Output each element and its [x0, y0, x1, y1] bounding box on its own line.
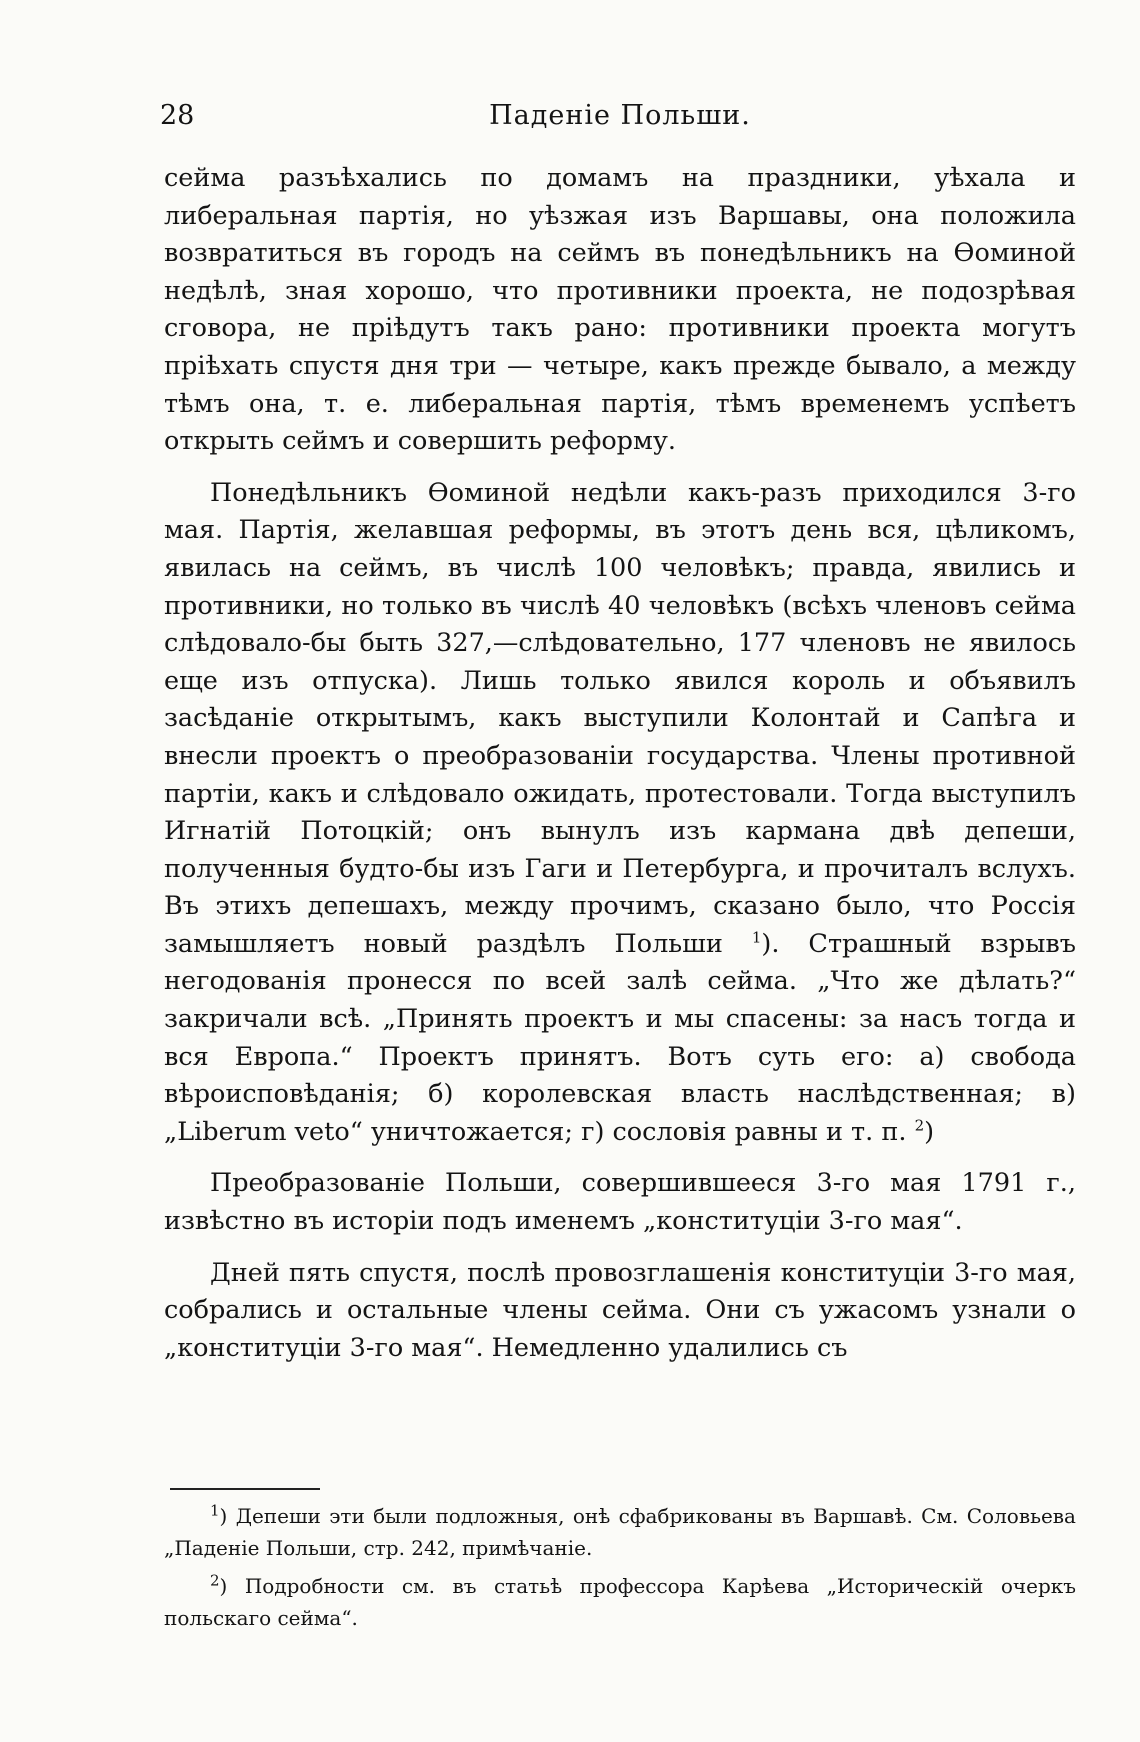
paragraph-2-text-a: Понедѣльникъ Ѳоминой недѣли какъ-разъ приходился 3-го мая. Партія, желавшая реформы, въ этотъ день вся, цѣликомъ, явилась на сеймъ, въ числѣ 100 человѣкъ; правда, явились и противники, но только въ числѣ 40 человѣкъ (всѣхъ членовъ сейма слѣдовало-бы быть 327,—слѣдовательно, 177 членовъ не явилось еще изъ отпуска). Лишь только явился король и объявилъ засѣданіе открытымъ, какъ выступили Колонтай и Сапѣга и внесли проектъ о преобразованіи государства. Члены противной партіи, какъ и слѣдовало ожидать, протестовали. Тогда выступилъ Игнатій Потоцкій; онъ вынулъ изъ кармана двѣ депеши, полученныя будто-бы изъ Гаги и Петербурга, и прочиталъ вслухъ. Въ этихъ депешахъ, между прочимъ, сказано было, что Россія замышляетъ новый раздѣлъ Польши [164, 477, 1076, 959]
paragraph-2-text-b: ). Страшный взрывъ негодованія пронесся по всей залѣ сейма. „Что же дѣлать?“ закричали всѣ. „Принять проектъ и мы спасены: за насъ тогда и вся Европа.“ Проектъ принятъ. Вотъ суть его: а) свобода вѣроисповѣданія; б) королевская власть наслѣдственная; в) „Liberum veto“ уничтожается; г) сословія равны и т. п. [164, 928, 1077, 1147]
running-title: Паденіе Польши. [489, 100, 751, 131]
footnote-1: $^1$) Депеши эти были подложныя, онѣ сфабрикованы въ Варшавѣ. См. Соловьева „Паденіе Польши, стр. 242, примѣчаніе. [164, 1501, 1076, 1560]
footnote-mark-1: 1 [210, 1501, 220, 1520]
footnote-ref-1: 1 [751, 928, 762, 947]
page-number: 28 [160, 100, 195, 131]
footnote-ref-2: 2 [914, 1116, 925, 1135]
footnote-1-text: Депеши эти были подложныя, онѣ сфабрикованы въ Варшавѣ. См. Соловьева „Паденіе Польши, стр. 242, примѣчаніе. [164, 1504, 1076, 1560]
footnote-mark-2: 2 [210, 1571, 220, 1590]
paragraph-2-text-c: ) [924, 1116, 935, 1147]
paragraph-4: Дней пять спустя, послѣ провозглашенія конституціи 3-го мая, собрались и остальные члены сейма. Они съ ужасомъ узнали о „конституціи 3-го мая“. Немедленно удалились съ [164, 1257, 1076, 1363]
paragraph-2 [164, 475, 1076, 1152]
body-text [164, 160, 1076, 1381]
paragraph-3: Преобразованіе Польши, совершившееся 3-го мая 1791 г., извѣстно въ исторіи подъ именемъ „конституціи 3-го мая“. [164, 1168, 1076, 1237]
page-header [160, 96, 1080, 136]
footnote-2-text: Подробности см. въ статьѣ профессора Карѣева „Историческій очеркъ польскаго сейма“. [164, 1574, 1076, 1630]
paragraph-1: сейма разъѣхались по домамъ на праздники, уѣхала и либеральная партія, но уѣзжая изъ Варшавы, она положила возвратиться въ городъ на сеймъ въ понедѣльникъ на Ѳоминой недѣлѣ, зная хорошо, что противники проекта, не подозрѣвая сговора, не пріѣдутъ такъ рано: противники проекта могутъ пріѣхать спустя дня три — четыре, какъ прежде бывало, а между тѣмъ она, т. е. либеральная партія, тѣмъ временемъ успѣетъ открыть сеймъ и совершить реформу. [164, 163, 1076, 457]
footnote-divider [170, 1488, 320, 1490]
footnotes [164, 1500, 1076, 1640]
footnote-2: $^2$) Подробности см. въ статьѣ профессора Карѣева „Историческій очеркъ польскаго сейма“. [164, 1571, 1076, 1630]
